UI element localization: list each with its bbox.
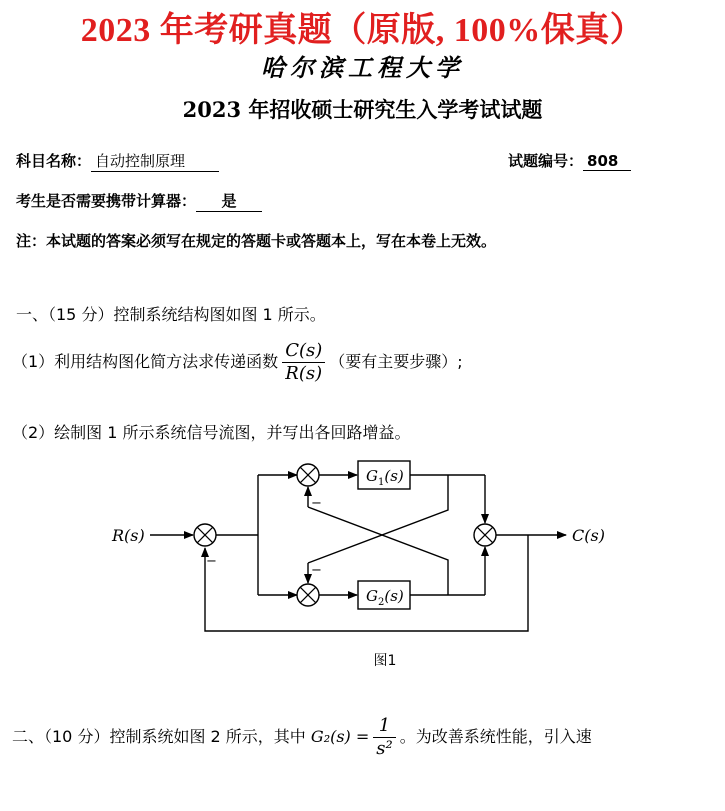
transfer-function-fraction — [282, 340, 325, 385]
minus-sign-main: − — [206, 554, 217, 569]
subject-line — [16, 150, 219, 172]
minus-sign-upper: − — [311, 496, 322, 511]
summing-junction-lower — [297, 584, 319, 606]
svg-text:G1(s): $G_1(s)$ — [366, 467, 404, 488]
q2-suffix: 。为改善系统性能，引入速 — [399, 727, 592, 746]
summing-junction-output — [474, 524, 496, 546]
university-name: 哈尔滨工程大学 — [261, 53, 464, 82]
summing-junction-main — [194, 524, 216, 546]
block-diagram — [0, 455, 725, 655]
code-line — [508, 150, 631, 171]
q2-denominator: s² — [376, 738, 393, 759]
subject-label: 科目名称： — [16, 152, 92, 170]
q1-part1-prefix: （1）利用结构图化简方法求传递函数 — [12, 352, 279, 371]
input-label: R(s) — [112, 526, 145, 545]
minus-sign-lower: − — [311, 563, 322, 578]
q2-prefix: 二、（10 分）控制系统如图 2 所示，其中 — [12, 727, 306, 746]
code-label: 试题编号： — [508, 152, 584, 170]
fraction-numerator: C(s) — [282, 340, 325, 363]
calculator-label: 考生是否需要携带计算器： — [16, 192, 197, 210]
code-value: 808 — [583, 152, 631, 171]
calculator-value: 是 — [196, 190, 262, 212]
summing-junction-upper — [297, 464, 319, 486]
q2-fraction — [373, 715, 395, 760]
exam-title: 2023 年招收硕士研究生入学考试试题 — [182, 97, 543, 122]
notice: 注：本试题的答案必须写在规定的答题卡或答题本上，写在本卷上无效。 — [16, 232, 497, 250]
svg-text:G2(s): $G_2(s)$ — [366, 587, 404, 608]
figure-caption: 图1 — [373, 653, 397, 669]
calculator-line — [16, 190, 262, 212]
block-g2 — [358, 581, 410, 609]
q2-g2: G₂(s) = — [310, 727, 370, 746]
block-g1 — [358, 461, 410, 489]
subject-value: 自动控制原理 — [91, 150, 219, 172]
q1-part2: （2）绘制图 1 所示系统信号流图，并写出各回路增益。 — [12, 423, 411, 442]
output-label: C(s) — [572, 526, 605, 545]
q1-part1 — [12, 340, 463, 385]
q1-part1-suffix: （要有主要步骤）; — [329, 352, 463, 371]
banner-title: 2023 年考研真题（原版, 100%保真） — [80, 12, 645, 49]
q2-line — [12, 715, 592, 760]
fraction-denominator: R(s) — [285, 363, 323, 384]
q2-numerator: 1 — [373, 715, 395, 738]
q1-intro: 一、（15 分）控制系统结构图如图 1 所示。 — [16, 305, 326, 324]
